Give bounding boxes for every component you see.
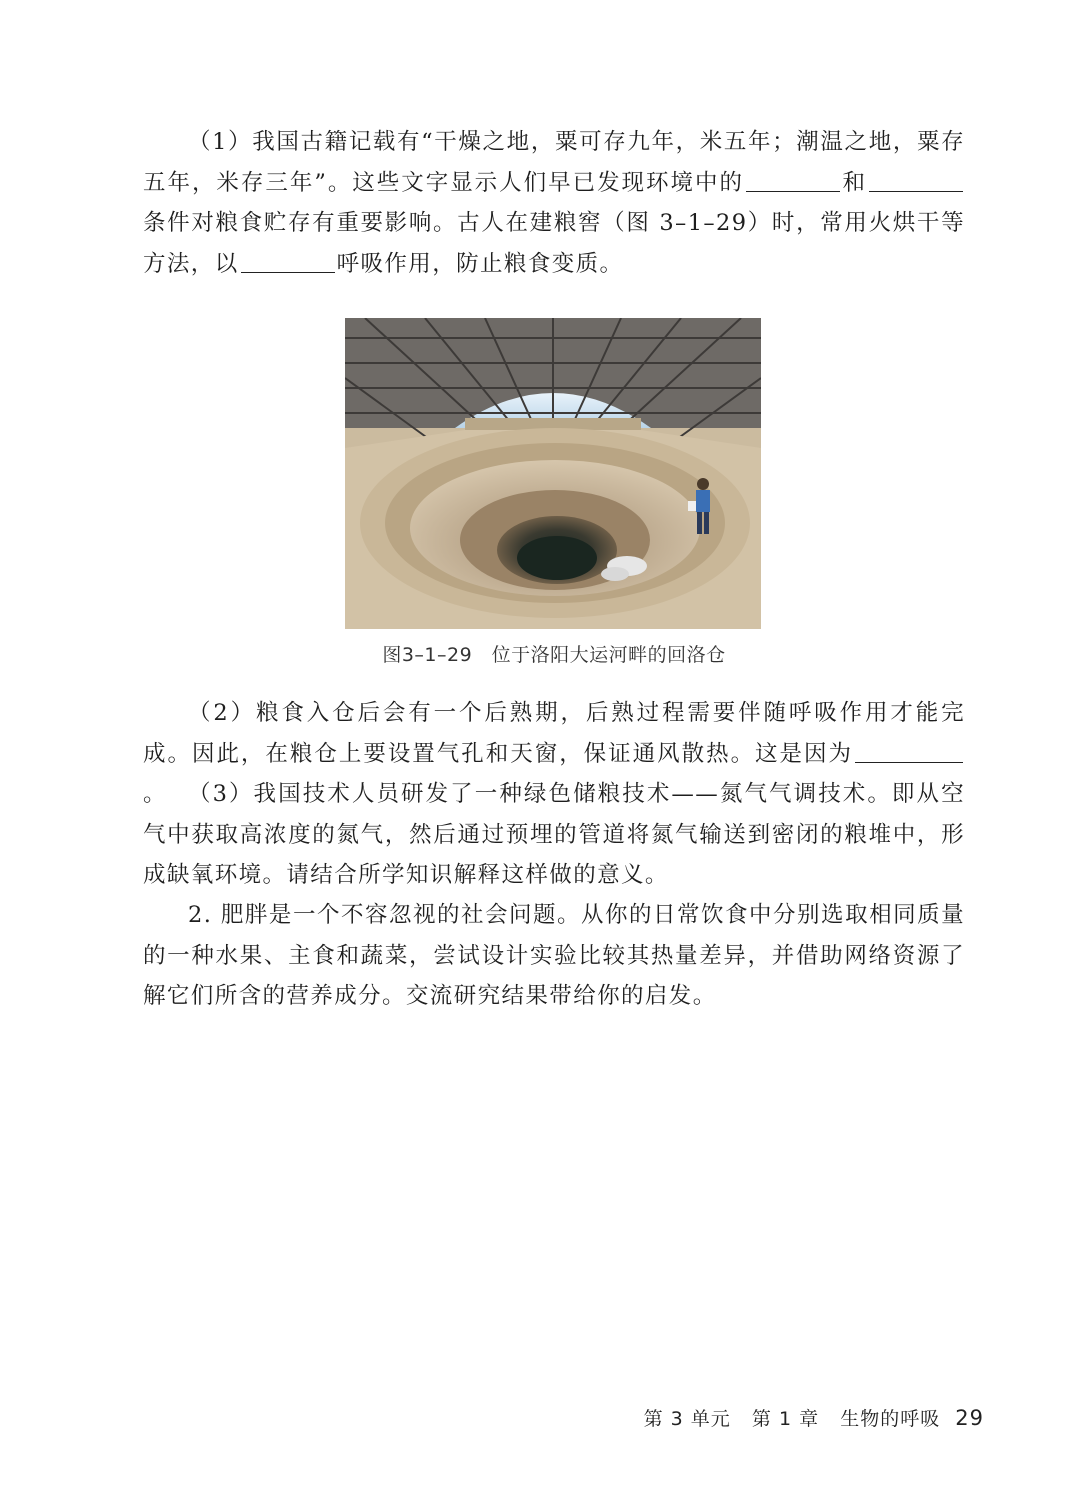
granary-photo-illustration <box>345 318 761 629</box>
footer-title: 生物的呼吸 <box>840 1408 941 1430</box>
figure-caption: 图3–1–29 位于洛阳大运河畔的回洛仓 <box>382 644 726 666</box>
answer-blank-2[interactable] <box>869 166 963 192</box>
question-1-2-text: （2）粮食入仓后会有一个后熟期，后熟过程需要伴随呼吸作用才能完成。因此，在粮仓上要设置气孔和天窗，保证通风散热。这是因为 <box>143 700 965 767</box>
question-1-3-paragraph: （3）我国技术人员研发了一种绿色储粮技术——氮气气调技术。即从空气中获取高浓度的氮气，然后通过预埋的管道将氮气输送到密闭的粮堆中，形成缺氧环境。请结合所学知识解释这样做的意义。 <box>143 781 965 888</box>
question-1-2-end: 。 <box>143 781 167 807</box>
answer-blank-3[interactable] <box>241 247 335 273</box>
page-footer <box>644 1404 984 1431</box>
granary-photo <box>345 318 761 629</box>
question-1-and: 和 <box>841 169 867 196</box>
footer-unit: 第 3 单元 <box>643 1408 731 1430</box>
page-number: 29 <box>955 1406 984 1430</box>
question-1-text-a: （1）我国古籍记载有“干燥之地，粟可存九年，米五年；潮温之地，粟存五年，米存三年”。这些文字显示人们早已发现环境中的 <box>143 129 965 196</box>
answer-blank-4[interactable] <box>855 737 963 763</box>
question-1-paragraph <box>143 122 965 284</box>
question-1-text-b: 条件对粮食贮存有重要影响。古人在建粮窖（图 3–1–29）时，常用火烘干等方法，以 <box>143 210 965 277</box>
footer-chapter: 第 1 章 <box>751 1408 820 1430</box>
question-1-text-c: 呼吸作用，防止粮食变质。 <box>336 250 624 277</box>
answer-blank-1[interactable] <box>746 166 840 192</box>
question-2-paragraph: 2. 肥胖是一个不容忽视的社会问题。从你的日常饮食中分别选取相同质量的一种水果、主食和蔬菜，尝试设计实验比较其热量差异，并借助网络资源了解它们所含的营养成分。交流研究结果带给你的启发。 <box>143 902 965 1009</box>
